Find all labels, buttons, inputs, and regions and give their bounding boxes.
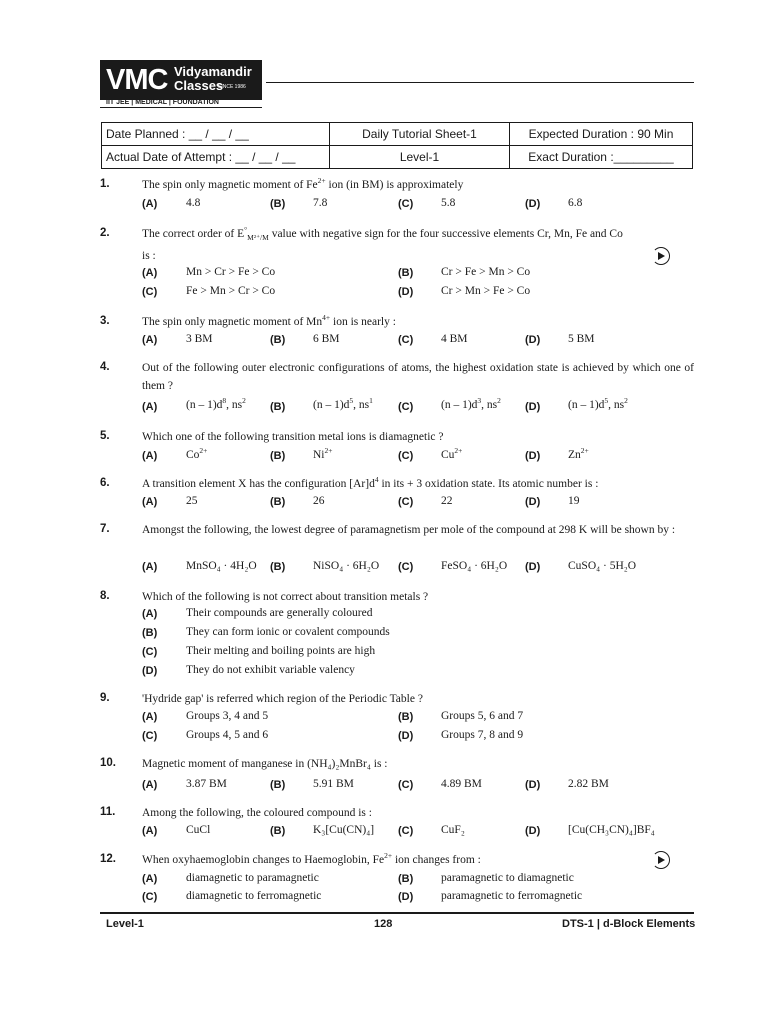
- option-b: $(n - 1)d^5$, $ns^1$: [313, 396, 373, 411]
- option-c: Fe > Mn > Cr > Co: [186, 285, 276, 297]
- option-a-label: (A): [142, 401, 158, 413]
- option-d-label: (D): [525, 401, 541, 413]
- option-c: FeSO₄ · 6H₂O: [441, 560, 508, 572]
- question-text: When oxyhaemoglobin changes to Haemoglobin, $Fe^{2+}$ ion changes from :: [142, 851, 481, 866]
- footer-level: Level-1: [106, 918, 144, 930]
- tagline-divider: [100, 107, 262, 108]
- option-b-label: (B): [398, 267, 414, 279]
- option-b-label: (B): [398, 873, 414, 885]
- question-number: 8.: [100, 590, 110, 602]
- option-a-label: (A): [142, 450, 158, 462]
- option-b: 6 BM: [313, 333, 340, 345]
- option-b: $Ni^{2+}$: [313, 446, 333, 461]
- option-a-label: (A): [142, 873, 158, 885]
- level: Level-1: [330, 146, 510, 169]
- option-a-label: (A): [142, 561, 158, 573]
- option-a-label: (A): [142, 267, 158, 279]
- option-d-label: (D): [525, 450, 541, 462]
- expected-duration: Expected Duration : 90 Min: [510, 123, 693, 146]
- option-d: Groups 7, 8 and 9: [441, 729, 524, 741]
- option-d-label: (D): [398, 730, 414, 742]
- option-d-label: (D): [525, 825, 541, 837]
- option-c: diamagnetic to ferromagnetic: [186, 890, 322, 902]
- footer-title: DTS-1 | d-Block Elements: [562, 918, 696, 930]
- option-c: 5.8: [441, 197, 456, 209]
- footer-divider: [100, 912, 694, 914]
- question-number: 1.: [100, 178, 110, 190]
- option-c-label: (C): [398, 334, 414, 346]
- info-row: [102, 123, 693, 146]
- question-text: Magnetic moment of manganese in (NH₄)₂MnBr₄ is :: [142, 758, 388, 770]
- question-text: 'Hydride gap' is referred which region of the Periodic Table ?: [142, 693, 423, 705]
- option-a: $(n - 1)d^8$, $ns^2$: [186, 396, 246, 411]
- option-c-label: (C): [398, 450, 414, 462]
- option-a-label: (A): [142, 496, 158, 508]
- option-c: 22: [441, 495, 453, 507]
- option-c-label: (C): [142, 646, 158, 658]
- option-c-label: (C): [398, 401, 414, 413]
- question-text-line2: is :: [142, 250, 156, 262]
- option-b-label: (B): [270, 450, 286, 462]
- question-text: Out of the following outer electronic configurations of atoms, the highest oxidation state is achieved by which one of them ?: [142, 362, 694, 392]
- option-d-label: (D): [525, 334, 541, 346]
- question-text: Amongst the following, the lowest degree of paramagnetism per mole of the compound at 298 K will be shown by :: [142, 524, 676, 536]
- option-d: 19: [568, 495, 580, 507]
- option-c-label: (C): [398, 496, 414, 508]
- option-c: $(n - 1)d^3$, $ns^2$: [441, 396, 501, 411]
- option-b-label: (B): [270, 779, 286, 791]
- option-c: 4.89 BM: [441, 778, 482, 790]
- option-c: Groups 4, 5 and 6: [186, 729, 269, 741]
- actual-date: Actual Date of Attempt : __ / __ / __: [102, 146, 330, 169]
- option-b-label: (B): [270, 334, 286, 346]
- option-a-label: (A): [142, 825, 158, 837]
- option-b: Cr > Fe > Mn > Co: [441, 266, 531, 278]
- option-b: 26: [313, 495, 325, 507]
- option-a: Groups 3, 4 and 5: [186, 710, 269, 722]
- tagline: IIT JEE | MEDICAL | FOUNDATION: [106, 99, 219, 106]
- option-a: MnSO₄ · 4H₂O: [186, 560, 257, 572]
- question-number: 9.: [100, 692, 110, 704]
- option-b: K₃[Cu(CN)₄]: [313, 824, 375, 836]
- option-d: $Zn^{2+}$: [568, 446, 589, 461]
- option-b-label: (B): [142, 627, 158, 639]
- option-d: 6.8: [568, 197, 583, 209]
- question-text: The spin only magnetic moment of $Mn^{4+}$ ion is nearly :: [142, 313, 396, 328]
- option-a: 3.87 BM: [186, 778, 227, 790]
- option-c-label: (C): [142, 286, 158, 298]
- option-a-label: (A): [142, 711, 158, 723]
- sheet-title: Daily Tutorial Sheet-1: [330, 123, 510, 146]
- header-divider: [266, 82, 694, 83]
- option-c: Their melting and boiling points are high: [186, 645, 376, 657]
- option-a: 3 BM: [186, 333, 213, 345]
- option-a-label: (A): [142, 779, 158, 791]
- option-a: CuCl: [186, 824, 211, 836]
- option-b: paramagnetic to diamagnetic: [441, 872, 574, 884]
- option-c-label: (C): [398, 825, 414, 837]
- option-d-label: (D): [525, 561, 541, 573]
- option-d-label: (D): [525, 496, 541, 508]
- video-play-icon[interactable]: [652, 851, 670, 869]
- page-number: 128: [374, 918, 393, 930]
- question-text: Which one of the following transition metal ions is diamagnetic ?: [142, 431, 444, 443]
- option-d-label: (D): [525, 779, 541, 791]
- option-d-label: (D): [142, 665, 158, 677]
- option-c-label: (C): [398, 198, 414, 210]
- vmc-logo: [100, 60, 262, 100]
- option-d-label: (D): [398, 286, 414, 298]
- option-d: $(n - 1)d^5$, $ns^2$: [568, 396, 628, 411]
- option-b-label: (B): [398, 711, 414, 723]
- logo-name-line2: Classes: [174, 78, 224, 93]
- option-a: Their compounds are generally coloured: [186, 607, 373, 619]
- option-d: They do not exhibit variable valency: [186, 664, 355, 676]
- sheet-info-table: [101, 122, 693, 169]
- option-a-label: (A): [142, 198, 158, 210]
- option-c-label: (C): [142, 891, 158, 903]
- option-a: Mn > Cr > Fe > Co: [186, 266, 276, 278]
- option-d: [Cu(CH₃CN)₄]BF₄: [568, 824, 655, 836]
- question-number: 10.: [100, 757, 116, 769]
- option-b-label: (B): [270, 561, 286, 573]
- question-number: 3.: [100, 315, 110, 327]
- option-d-label: (D): [525, 198, 541, 210]
- option-b: They can form ionic or covalent compounds: [186, 626, 390, 638]
- option-b: NiSO₄ · 6H₂O: [313, 560, 380, 572]
- video-play-icon[interactable]: [652, 247, 670, 265]
- logo-mark: VMC: [106, 64, 168, 96]
- question-text: Which of the following is not correct about transition metals ?: [142, 591, 429, 603]
- option-b-label: (B): [270, 401, 286, 413]
- option-d: Cr > Mn > Fe > Co: [441, 285, 531, 297]
- option-b: Groups 5, 6 and 7: [441, 710, 524, 722]
- logo-name-line1: Vidyamandir: [174, 64, 252, 79]
- question-number: 4.: [100, 361, 110, 373]
- exact-duration: Exact Duration :_________: [510, 146, 693, 169]
- question-text: A transition element X has the configuration $[Ar]d^4$ in its + 3 oxidation state. Its atomic number is :: [142, 475, 599, 490]
- option-b-label: (B): [270, 496, 286, 508]
- question-text: The spin only magnetic moment of $Fe^{2+}$ ion (in BM) is approximately: [142, 176, 464, 191]
- option-a: 25: [186, 495, 198, 507]
- question-number: 6.: [100, 477, 110, 489]
- option-d: CuSO₄ · 5H₂O: [568, 560, 637, 572]
- question-number: 7.: [100, 523, 110, 535]
- question-number: 5.: [100, 430, 110, 442]
- option-b-label: (B): [270, 198, 286, 210]
- option-a: diamagnetic to paramagnetic: [186, 872, 319, 884]
- info-row: [102, 146, 693, 169]
- option-a: 4.8: [186, 197, 201, 209]
- question-number: 2.: [100, 227, 110, 239]
- logo-since: SINCE 1986: [218, 84, 246, 90]
- option-b: 7.8: [313, 197, 328, 209]
- option-c-label: (C): [142, 730, 158, 742]
- question-text: The correct order of $E^\circ_{M^{2+}/M}$ value with negative sign for the four successive elements Cr, Mn, Fe and Co: [142, 225, 623, 242]
- date-planned: Date Planned : __ / __ / __: [102, 123, 330, 146]
- question-number: 12.: [100, 853, 116, 865]
- option-a-label: (A): [142, 608, 158, 620]
- option-b-label: (B): [270, 825, 286, 837]
- option-c: 4 BM: [441, 333, 468, 345]
- option-d: paramagnetic to ferromagnetic: [441, 890, 583, 902]
- option-b: 5.91 BM: [313, 778, 354, 790]
- option-c-label: (C): [398, 561, 414, 573]
- question-text: Among the following, the coloured compound is :: [142, 807, 372, 819]
- option-a: $Co^{2+}$: [186, 446, 208, 461]
- option-c: CuF₂: [441, 824, 465, 836]
- question-number: 11.: [100, 806, 116, 818]
- option-d-label: (D): [398, 891, 414, 903]
- option-d: 2.82 BM: [568, 778, 609, 790]
- option-d: 5 BM: [568, 333, 595, 345]
- option-c: $Cu^{2+}$: [441, 446, 463, 461]
- option-c-label: (C): [398, 779, 414, 791]
- option-a-label: (A): [142, 334, 158, 346]
